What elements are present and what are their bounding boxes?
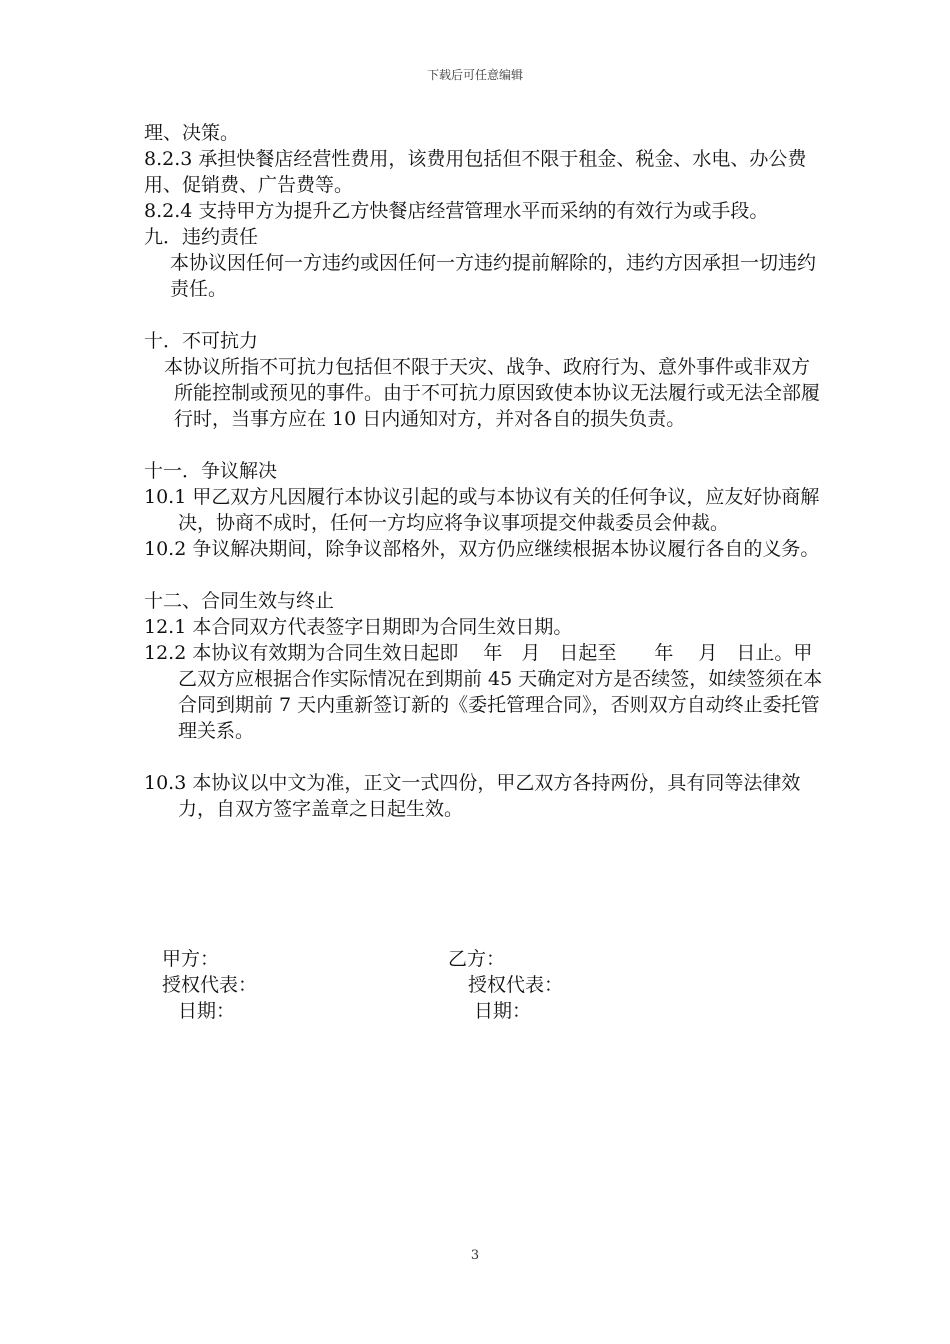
spacer xyxy=(144,744,824,770)
section-12-title: 十二、合同生效与终止 xyxy=(144,590,335,612)
party-b-label: 乙方： xyxy=(448,948,506,970)
paragraph-8-2-2-end: 理、决策。 xyxy=(144,122,240,144)
clause-12-1: 12.1 本合同双方代表签字日期即为合同生效日期。 xyxy=(144,616,573,638)
clause-8-2-4: 8.2.4 支持甲方为提升乙方快餐店经营管理水平而采纳的有效行为或手段。 xyxy=(144,200,769,222)
section-10-body: 本协议所指不可抗力包括但不限于天灾、战争、政府行为、意外事件或非双方所能控制或预见的事件。由于不可抗力原因致使本协议无法履行或无法全部履行时，当事方应在 10 日内通知对方，并对各自的损失负责。 xyxy=(164,356,821,430)
section-9-body: 本协议因任何一方违约或因任何一方违约提前解除的，违约方因承担一切违约责任。 xyxy=(170,252,817,300)
section-9-title: 九．违约责任 xyxy=(144,226,259,248)
clause-8-2-3: 8.2.3 承担快餐店经营性费用，该费用包括但不限于租金、税金、水电、办公费用、促销费、广告费等。 xyxy=(144,148,807,196)
section-10-title: 十．不可抗力 xyxy=(144,330,259,352)
spacer xyxy=(144,302,824,328)
document-body xyxy=(144,120,824,822)
party-a-rep-label: 授权代表： xyxy=(162,974,258,996)
section-11-title: 十一．争议解决 xyxy=(144,460,278,482)
signature-party-b xyxy=(448,946,563,1024)
signature-party-a xyxy=(162,946,257,1024)
spacer xyxy=(144,562,824,588)
clause-12-2: 12.2 本协议有效期为合同生效日起即 年 月 日起至 年 月 日止。甲乙双方应根据合作实际情况在到期前 45 天确定对方是否续签，如续签须在本合同到期前 7 天内重新签订新的《委托管理合同》，否则双方自动终止委托管理关系。 xyxy=(144,642,823,742)
clause-10-2: 10.2 争议解决期间，除争议部格外，双方仍应继续根据本协议履行各自的义务。 xyxy=(144,538,820,560)
clause-10-1: 10.1 甲乙双方凡因履行本协议引起的或与本协议有关的任何争议，应友好协商解决，协商不成时，任何一方均应将争议事项提交仲裁委员会仲裁。 xyxy=(144,486,820,534)
party-b-date-label: 日期： xyxy=(474,1000,532,1022)
page-number: 3 xyxy=(470,1248,480,1263)
spacer xyxy=(144,432,824,458)
party-a-date-label: 日期： xyxy=(178,1000,236,1022)
party-a-label: 甲方： xyxy=(162,948,220,970)
party-b-rep-label: 授权代表： xyxy=(468,974,564,996)
clause-10-3: 10.3 本协议以中文为准，正文一式四份，甲乙双方各持两份，具有同等法律效力，自双方签字盖章之日起生效。 xyxy=(144,772,801,820)
page-header: 下载后可任意编辑 xyxy=(426,68,523,82)
